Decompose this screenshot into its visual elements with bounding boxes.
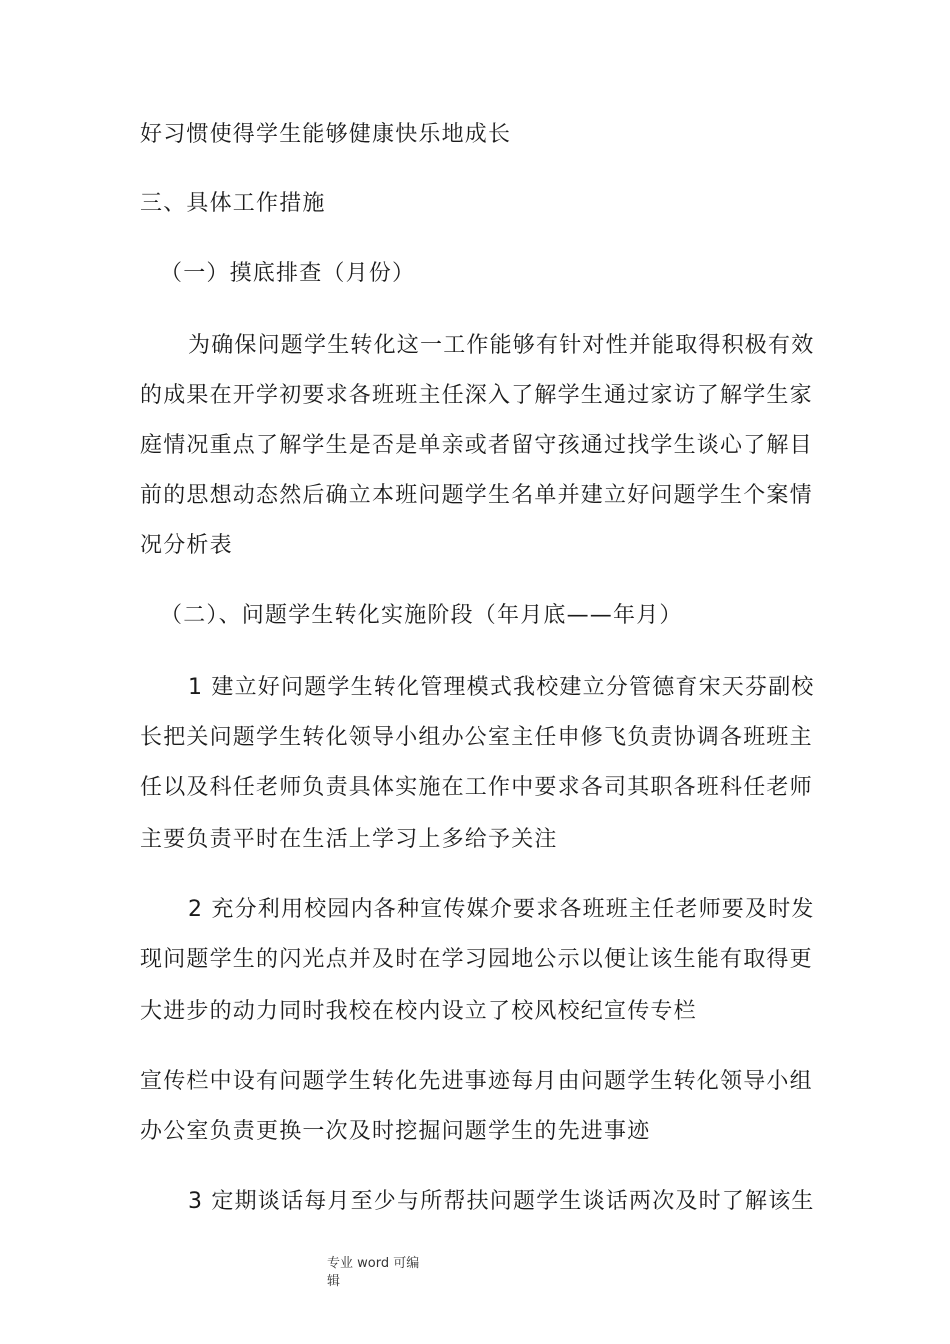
text-line: 主要负责平时在生活上学习上多给予关注 [140,827,558,852]
text-line: 好习惯使得学生能够健康快乐地成长 [140,122,512,147]
text-line: 大进步的动力同时我校在校内设立了校风校纪宣传专栏 [140,999,697,1024]
subsection-heading: （二）、问题学生转化实施阶段（年月底——年月） [160,603,683,628]
subsection-heading: （一）摸底排查（月份） [160,261,416,286]
text-line: 况分析表 [140,533,233,558]
text-line: 长把关问题学生转化领导小组办公室主任申修飞负责协调各班班主 [140,725,813,750]
text-line: 的成果在开学初要求各班班主任深入了解学生通过家访了解学生家 [140,383,813,408]
text-line: 现问题学生的闪光点并及时在学习园地公示以便让该生能有取得更 [140,947,813,972]
text-line: 2 充分利用校园内各种宣传媒介要求各班班主任老师要及时发 [188,897,815,922]
text-line: 3 定期谈话每月至少与所帮扶问题学生谈话两次及时了解该生 [188,1189,815,1214]
section-heading: 三、具体工作措施 [140,191,326,216]
text-line: 1 建立好问题学生转化管理模式我校建立分管德育宋天芬副校 [188,675,815,700]
text-line: 庭情况重点了解学生是否是单亲或者留守孩通过找学生谈心了解目 [140,433,813,458]
text-line: 宣传栏中设有问题学生转化先进事迹每月由问题学生转化领导小组 [140,1069,813,1094]
text-line: 办公室负责更换一次及时挖掘问题学生的先进事迹 [140,1119,651,1144]
text-line: 为确保问题学生转化这一工作能够有针对性并能取得积极有效 [188,333,815,358]
text-line: 任以及科任老师负责具体实施在工作中要求各司其职各班科任老师 [140,775,813,800]
text-line: 前的思想动态然后确立本班问题学生名单并建立好问题学生个案情 [140,483,813,508]
footer-text: 专业 word 可编 [327,1256,420,1271]
footer-text: 辑 [327,1274,341,1289]
